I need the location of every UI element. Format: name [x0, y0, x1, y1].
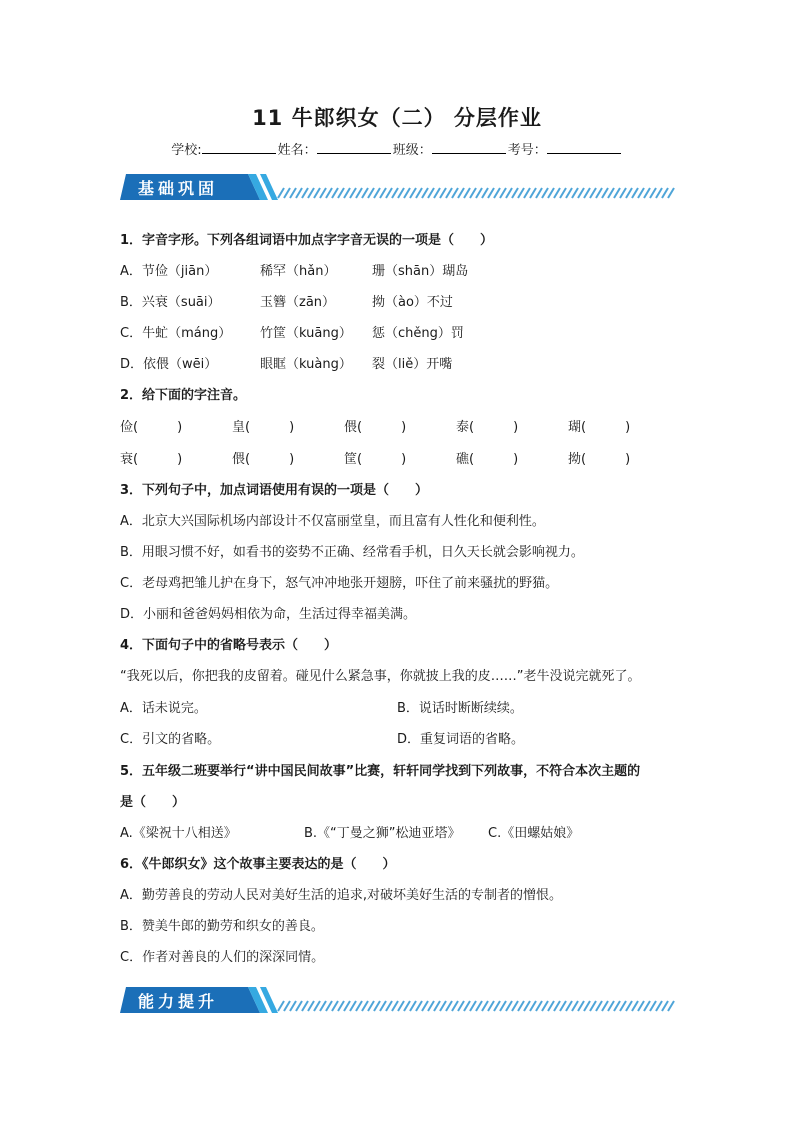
q5-stem-line1: 5．五年级二班要举行“讲中国民间故事”比赛，轩轩同学找到下列故事，不符合本次主题的 [120, 764, 641, 779]
q1-option-d-2: 眼眶（kuàng） [260, 357, 352, 372]
q1-option-c-1: C．牛虻（máng） [120, 326, 232, 341]
page-title: 11 牛郎织女（二） 分层作业 [252, 106, 542, 130]
q4-option-b: B．说话时断断续续。 [397, 701, 523, 716]
q1-option-b-3: 拗（ào）不过 [372, 295, 453, 310]
q5-option-c: C.《田螺姑娘》 [488, 826, 580, 841]
q1-option-c-3: 惩（chěng）罚 [372, 326, 464, 341]
q3-stem: 3．下列句子中，加点词语使用有误的一项是（ ） [120, 483, 429, 498]
name-label: 姓名： [277, 143, 317, 158]
q4-option-d: D．重复词语的省略。 [397, 732, 525, 747]
q1-option-b-1: B．兴衰（suāi） [120, 295, 221, 310]
class-label: 班级： [392, 143, 432, 158]
section-title-advanced: 能力提升 [138, 992, 219, 1011]
q3-option-b: B．用眼习惯不好，如看书的姿势不正确、经常看手机，日久天长就会影响视力。 [120, 545, 584, 560]
q2-item[interactable]: 拗( ) [568, 452, 631, 467]
q3-option-c: C．老母鸡把雏儿护在身下，怒气冲冲地张开翅膀，吓住了前来骚扰的野猫。 [120, 576, 559, 591]
q2-item[interactable]: 皇( ) [232, 420, 295, 435]
number-blank[interactable] [547, 141, 621, 154]
q1-option-b-2: 玉簪（zān） [260, 295, 336, 310]
school-label: 学校: [171, 143, 202, 158]
q2-item[interactable]: 泰( ) [456, 420, 519, 435]
q1-option-a-1: A．节俭（jiān） [120, 264, 218, 279]
q2-item[interactable]: 偎( ) [344, 420, 407, 435]
student-info-line [0, 139, 794, 158]
banner-hatch-line [278, 188, 674, 198]
q1-option-a-2: 稀罕（hǎn） [260, 264, 337, 279]
q1-option-d-3: 裂（liě）开嘴 [372, 357, 453, 372]
class-blank[interactable] [432, 141, 506, 154]
q1-option-a-3: 珊（shān）瑚岛 [372, 264, 469, 279]
q2-item[interactable]: 礁( ) [456, 452, 519, 467]
q1-stem: 1．字音字形。下列各组词语中加点字字音无误的一项是（ ） [120, 233, 494, 248]
q6-option-b: B．赞美牛郎的勤劳和织女的善良。 [120, 919, 324, 934]
q2-item[interactable]: 俭( ) [120, 420, 183, 435]
q2-item[interactable]: 筐( ) [344, 452, 407, 467]
number-label: 考号： [507, 143, 547, 158]
section-banner-basic [120, 170, 676, 204]
q1-option-c-2: 竹筐（kuāng） [260, 326, 352, 341]
q5-option-b: B.《“丁曼之狮”松迪亚塔》 [304, 826, 461, 841]
q2-item[interactable]: 瑚( ) [568, 420, 631, 435]
section-banner-advanced [120, 983, 676, 1017]
section-title-basic: 基础巩固 [138, 179, 219, 198]
q4-stem: 4．下面句子中的省略号表示（ ） [120, 638, 338, 653]
q6-option-a: A．勤劳善良的劳动人民对美好生活的追求,对破坏美好生活的专制者的憎恨。 [120, 888, 563, 903]
q5-stem-line2: 是（ ） [120, 795, 186, 810]
school-blank[interactable] [202, 141, 276, 154]
q1-option-d-1: D．依偎（wēi） [120, 357, 218, 372]
q2-item[interactable]: 偎( ) [232, 452, 295, 467]
q2-item[interactable]: 衰( ) [120, 452, 183, 467]
q6-stem: 6．《牛郎织女》这个故事主要表达的是（ ） [120, 857, 396, 872]
q6-option-c: C．作者对善良的人们的深深同情。 [120, 950, 325, 965]
q5-option-a: A.《梁祝十八相送》 [120, 826, 237, 841]
q3-option-d: D．小丽和爸爸妈妈相依为命，生活过得幸福美满。 [120, 607, 417, 622]
q4-option-a: A．话未说完。 [120, 701, 207, 716]
q4-option-c: C．引文的省略。 [120, 732, 221, 747]
q4-quote: “我死以后，你把我的皮留着。碰见什么紧急事，你就披上我的皮……”老牛没说完就死了。 [120, 669, 641, 684]
q3-option-a: A．北京大兴国际机场内部设计不仅富丽堂皇，而且富有人性化和便利性。 [120, 514, 545, 529]
banner-hatch-line [278, 1001, 674, 1011]
q2-stem: 2．给下面的字注音。 [120, 388, 247, 403]
name-blank[interactable] [317, 141, 391, 154]
